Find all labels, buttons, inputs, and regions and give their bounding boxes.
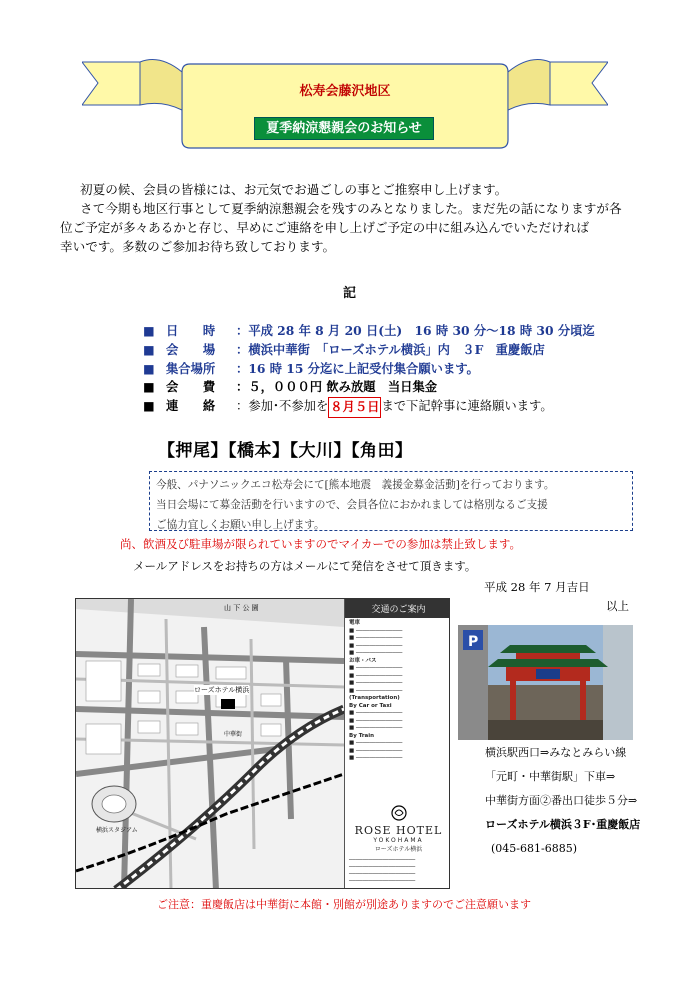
rose-icon	[388, 804, 410, 822]
detail-row-venue: ■ 会 場 ： 横浜中華街 「ローズホテル横浜」内 ３F 重慶飯店	[143, 341, 595, 360]
closing-ijo: 以上	[606, 599, 629, 613]
map-stadium-label: 横浜スタジアム	[96, 827, 138, 834]
ki-heading: 記	[343, 286, 357, 301]
deadline-date: ８月５日	[328, 397, 381, 418]
access-directions: 横浜駅西口⇒みなとみらい線 「元町・中華街駅」下車⇒ 中華街方面②番出口徒歩５分⇒ ローズホテル横浜３F･重慶飯店 (045-681-6885)	[485, 741, 640, 861]
access-map	[75, 598, 450, 889]
detail-venue-value: 横浜中華街 「ローズホテル横浜」内 ３F 重慶飯店	[248, 341, 545, 357]
detail-row-meeting: ■ 集合場所 ： 16 時 15 分迄に上記受付集合願います。	[143, 360, 595, 379]
banner-subtitle: 松寿会藤沢地区	[299, 84, 391, 99]
issue-date: 平成 28 年 7 月吉日	[484, 580, 590, 594]
map-legend-title: 交通のご案内	[345, 599, 450, 618]
drinking-warning: 尚、飲酒及び駐車場が限られていますのでマイカーでの参加は禁止致します。	[120, 537, 522, 551]
intro-line-3: 位ご予定が多々あるかと存じ、早めにご連絡を申し上げご予定の中に組み込んでいただければ	[60, 220, 589, 235]
organizer-names: 【押尾】【橋本】【大川】【角田】	[158, 441, 413, 461]
detail-row-fee: ■ 会 費 ： ５，０００円 飲み放題 当日集金	[143, 378, 595, 397]
gate-image	[458, 625, 633, 740]
caution-note: ご注意：重慶飯店は中華街に本館・別館が別途ありますのでご注意願います	[157, 898, 531, 911]
detail-row-date: ■ 日 時 ： 平成 28 年 8 月 20 日(土) 16 時 30 分～18 時 30 分頃迄	[143, 322, 595, 341]
map-hotel-label: ローズホテル横浜	[194, 686, 250, 694]
ribbon-graphic	[82, 50, 608, 158]
chinatown-gate-photo	[458, 625, 633, 740]
detail-fee-value: ５，０００円 飲み放題 当日集金	[248, 379, 438, 395]
detail-row-contact: ■ 連 絡 ： 参加･不参加を ８月５日 まで下記幹事に連絡願います。	[143, 397, 595, 418]
intro-line-1: 初夏の候、会員の皆様には、お元気でお過ごしの事とご推察申し上げます。	[80, 182, 508, 197]
detail-date-value: 平成 28 年 8 月 20 日(土) 16 時 30 分～18 時 30 分頃迄	[248, 323, 595, 338]
svg-text:P: P	[468, 634, 479, 650]
map-legend: 交通のご案内 電車 ■ ────────────── ■ ────────────── ■ ────────────── ■ ────────────── お車・バス ■ ────────────── ■ ────────────── ■ ────────────── ■ ────────────── (Transportation) By Car or Taxi ■ ────────────── ■ ────────────── ■ ────────────── By Train ■ ────────────── ■ ────────────── ■ ────────────── ROSE HOTEL YOKOHAMA ローズホテル横浜 ──────────────────── ──────────────────── ──────────────────── ────────────────────	[344, 599, 450, 889]
banner-title: 夏季納涼懇親会のお知らせ	[254, 117, 434, 140]
map-park-label: 山 下 公 園	[224, 604, 259, 612]
restaurant-phone: (045-681-6885)	[491, 842, 578, 855]
rose-hotel-logo: ROSE HOTEL YOKOHAMA ローズホテル横浜	[350, 804, 447, 853]
intro-line-2: さて今期も地区行事として夏季納涼懇親会を残すのみとなりました。まだ先の話になりますが各	[80, 201, 622, 216]
title-banner	[82, 50, 608, 158]
donation-notice: 今般、パナソニックエコ松寿会にて[熊本地震 義援金募金活動]を行っております。 当日会場にて募金活動を行いますので、会員各位におかれましては格別なるご支援 ご協力宜しくお願い申し上げます。	[149, 471, 633, 531]
event-details	[143, 322, 595, 418]
map-chinatown-label: 中華街	[224, 731, 243, 738]
email-note: メールアドレスをお持ちの方はメールにて発信をさせて頂きます。	[133, 559, 477, 573]
street-map-graphic	[76, 599, 344, 889]
detail-meeting-value: 16 時 15 分迄に上記受付集合願います。	[248, 360, 479, 376]
intro-line-4: 幸いです。多数のご参加お待ち致しております。	[60, 239, 336, 254]
